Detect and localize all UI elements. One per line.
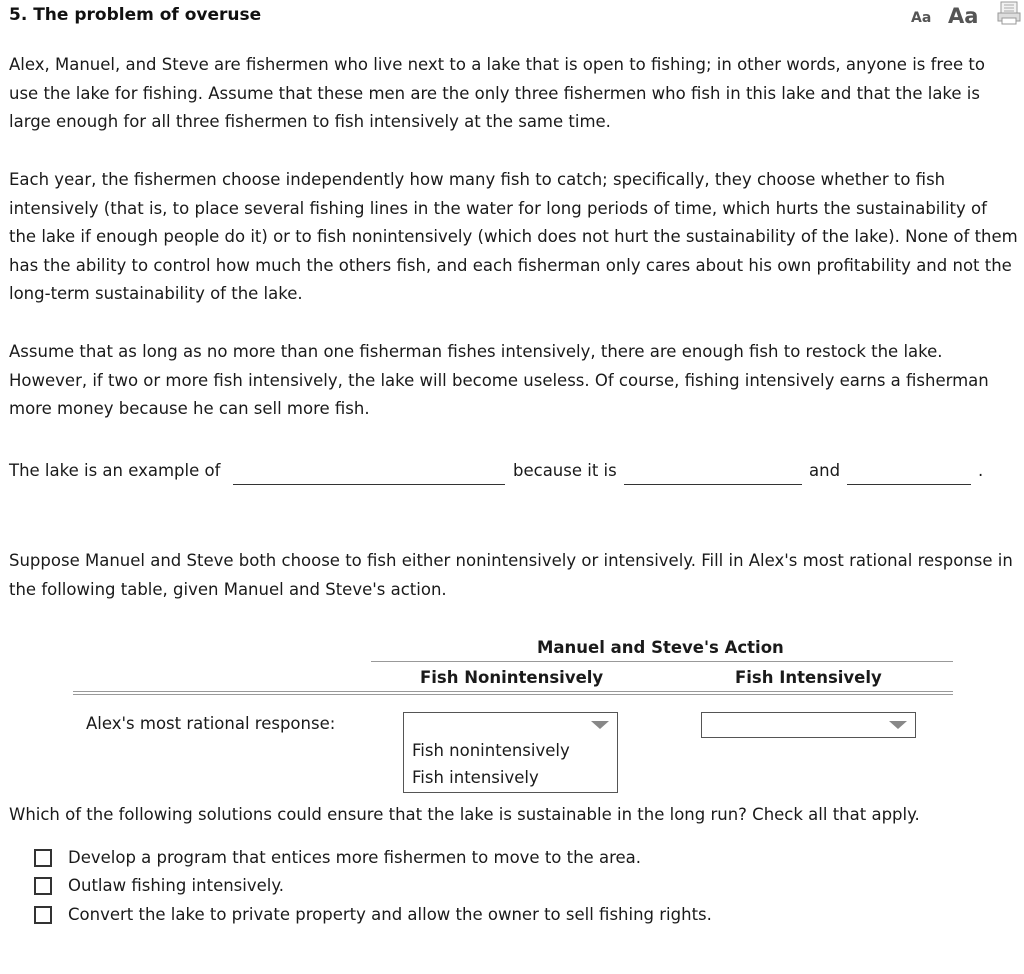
print-icon[interactable] [997, 1, 1021, 25]
blank-3-dropdown[interactable] [847, 483, 971, 485]
font-size-small-button[interactable]: Aa [911, 10, 932, 26]
blank-2-dropdown[interactable] [624, 483, 802, 485]
header-rule-bottom [73, 694, 953, 695]
row-label-alex: Alex's most rational response: [86, 714, 336, 733]
paragraph-assumption: Assume that as long as no more than one fisherman fishes intensively, there are enough fish to restock the lake. However, if two or more fish intensively, the lake will become useless. Of course, fishing intensively earns a fisherman more money because he can sell more fish. [9, 342, 989, 418]
checkbox-2[interactable] [34, 877, 52, 895]
fill-sentence-part3: and [809, 461, 841, 480]
dropdown-option[interactable]: Fish intensively [412, 768, 539, 787]
fill-sentence-part2: because it is [513, 461, 617, 480]
fill-sentence-part1: The lake is an example of [9, 461, 221, 480]
group-header-rule [371, 661, 953, 662]
table-group-header: Manuel and Steve's Action [537, 638, 784, 657]
checkbox-question-text: Which of the following solutions could ensure that the lake is sustainable in the long run? Check all that apply. [9, 805, 920, 824]
table-question-text: Suppose Manuel and Steve both choose to fish either nonintensively or intensively. Fill in Alex's most rational response in the following table, given Manuel and Steve's action. [9, 551, 1013, 599]
blank-1-dropdown[interactable] [233, 483, 505, 485]
checkbox-3[interactable] [34, 906, 52, 924]
paragraph-intro: Alex, Manuel, and Steve are fishermen who live next to a lake that is open to fishing; in other words, anyone is free to use the lake for fishing. Assume that these men are the only three fishermen who fish in this lake and that the lake is large enough for all three fishermen to fish intensively at the same time. [9, 55, 985, 131]
checkbox-2-label[interactable]: Outlaw fishing intensively. [68, 876, 285, 895]
header-rule-top [73, 691, 953, 692]
column-header-nonintensively: Fish Nonintensively [420, 668, 604, 687]
font-size-large-button[interactable]: Aa [948, 4, 979, 28]
dropdown-menu [403, 737, 618, 793]
alex-response-select-intensively[interactable] [701, 712, 916, 738]
chevron-down-icon [889, 721, 907, 729]
question-title: 5. The problem of overuse [9, 5, 262, 25]
checkbox-3-label[interactable]: Convert the lake to private property and allow the owner to sell fishing rights. [68, 905, 712, 924]
dropdown-option[interactable]: Fish nonintensively [412, 741, 570, 760]
fill-sentence-end: . [978, 461, 984, 480]
column-header-intensively: Fish Intensively [735, 668, 882, 687]
checkbox-1-label[interactable]: Develop a program that entices more fishermen to move to the area. [68, 848, 641, 867]
checkbox-1[interactable] [34, 849, 52, 867]
alex-response-select-nonintensively[interactable] [403, 712, 618, 738]
paragraph-choices: Each year, the fishermen choose independently how many fish to catch; specifically, they choose whether to fish intensively (that is, to place several fishing lines in the water for long periods of time, which hurts the sustainability of the lake if enough people do it) or to fish nonintensively (which does not hurt the sustainability of the lake). None of them has the ability to control how much the others fish, and each fisherman only cares about his own profitability and not the long-term sustainability of the lake. [9, 170, 1018, 303]
chevron-down-icon [591, 721, 609, 729]
